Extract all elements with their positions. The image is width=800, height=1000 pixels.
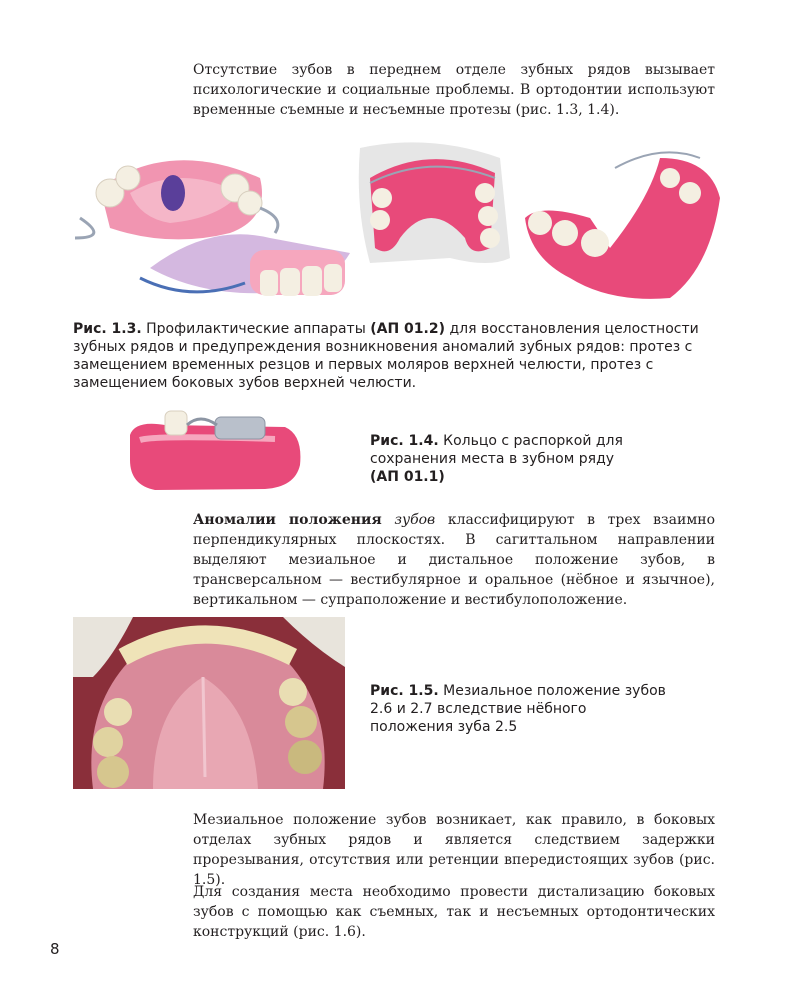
figure-1-5-image <box>73 617 345 789</box>
caption-fig-1-4 <box>370 432 670 486</box>
caption-text-a: Профилактические аппараты <box>146 321 366 337</box>
appliance-right <box>525 152 720 298</box>
caption-code: (АП 01.1) <box>370 469 445 485</box>
term-anomalies: Аномалии положения <box>193 512 382 528</box>
paragraph-distalization: Для создания места необходимо провести дистализацию боковых зубов с помощью как съемных, так и несъемных ортодонтических конструкций (рис. 1.6). <box>193 884 715 940</box>
paragraph-intro: Отсутствие зубов в переднем отделе зубных рядов вызывает психологические и социальные проблемы. В ортодонтии используют временные съемные и несъемные протезы (рис. 1.3, 1.4). <box>193 62 715 118</box>
caption-label: Рис. 1.4. <box>370 433 439 449</box>
appliance-middle <box>359 142 510 263</box>
caption-fig-1-5 <box>370 682 670 736</box>
appliance-left <box>75 160 278 239</box>
caption-text: Мезиальное положение зубов 2.6 и 2.7 вследствие нёбного положения зуба 2.5 <box>370 683 666 735</box>
figure-1-4-image <box>125 405 305 495</box>
caption-fig-1-3 <box>73 320 718 392</box>
anomalies-text: классифицируют в трех взаимно перпендикулярных плоскостях. В сагиттальном направлении выделяют мезиальное и дистальное положение зубов, в трансверсальном — вестибулярное и оральное (нёбное и язычное), вертикальном — супраположение и вестибулоположение. <box>193 512 715 608</box>
caption-code: (АП 01.2) <box>370 321 445 337</box>
caption-text: Кольцо с распоркой для сохранения места в зубном ряду <box>370 433 623 467</box>
paragraph-anomalies <box>193 510 715 610</box>
paragraph-mesial: Мезиальное положение зубов возникает, как правило, в боковых отделах зубных рядов и является следствием задержки прорезывания, отсутствия или ретенции впередистоящих зубов (рис. 1.5). <box>193 812 715 888</box>
term-teeth: зубов <box>394 512 436 528</box>
figure-1-3-image <box>70 138 730 306</box>
appliance-front-teeth <box>140 234 350 296</box>
caption-label: Рис. 1.5. <box>370 683 439 699</box>
caption-label: Рис. 1.3. <box>73 321 142 337</box>
caption-text-b: для восстановления целостности зубных рядов и предупреждения возникновения аномалий зубных рядов: протез с замещением временных резцов и первых моляров верхней челюсти, протез с замещением боковых зубов верхней челюсти. <box>73 321 699 391</box>
page-number: 8 <box>50 940 60 958</box>
